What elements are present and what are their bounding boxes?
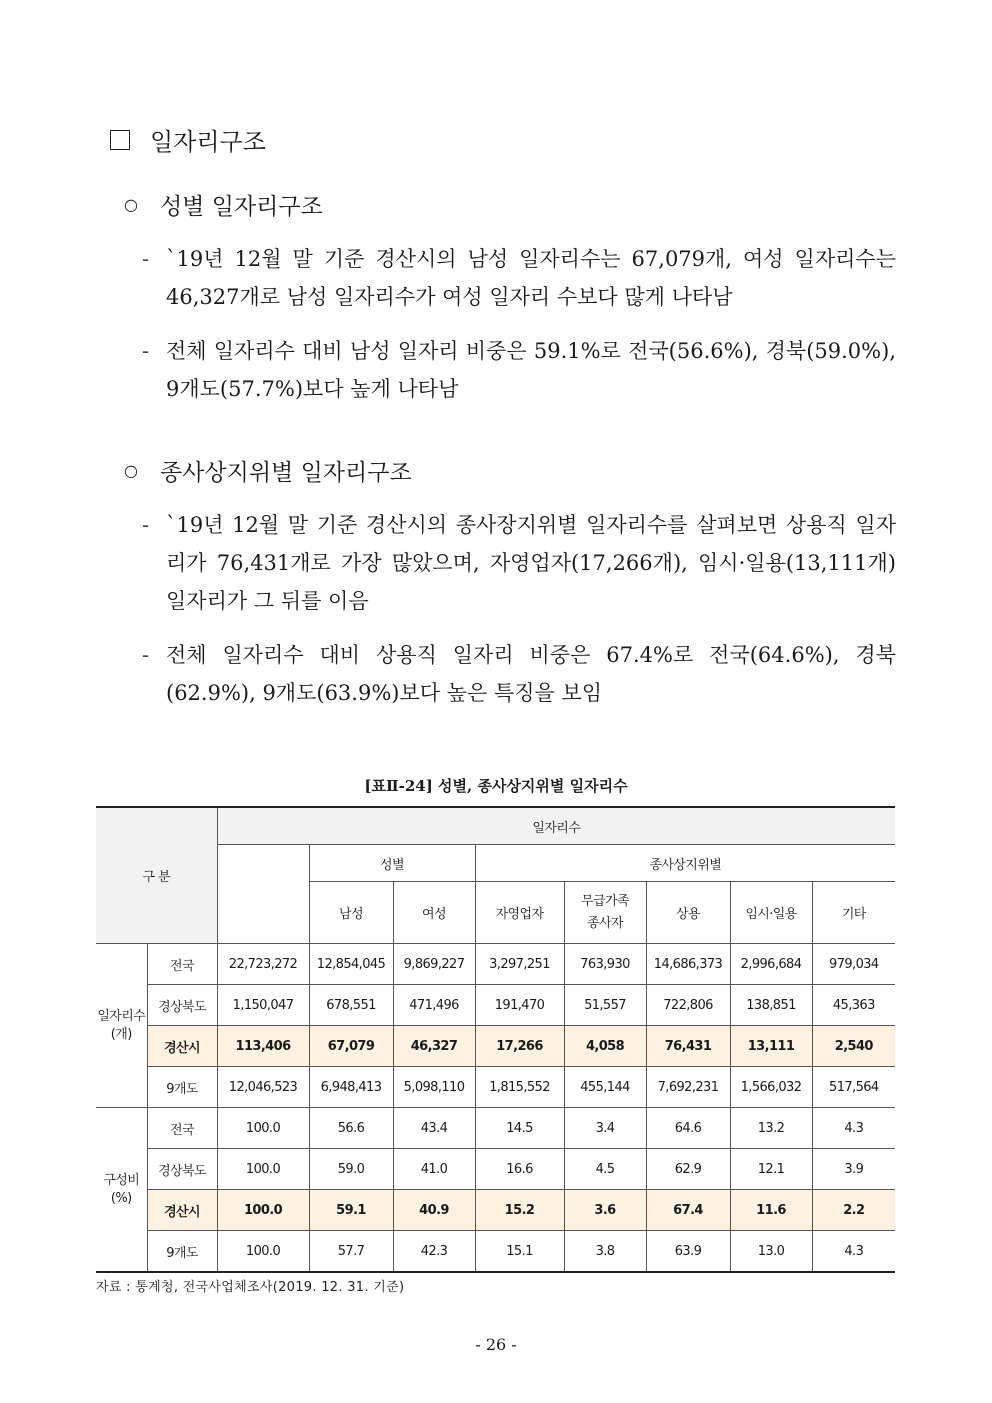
table-cell: 67,079 <box>309 1026 393 1067</box>
table-cell: 22,723,272 <box>217 944 309 985</box>
table-cell: 13.2 <box>730 1108 812 1149</box>
table-source: 자료 : 통계청, 전국사업체조사(2019. 12. 31. 기준) <box>96 1280 405 1295</box>
table-cell: 2.2 <box>812 1190 895 1231</box>
table-cell: 100.0 <box>217 1190 309 1231</box>
row-region: 전국 <box>147 944 217 985</box>
dash-bullet: - <box>142 339 150 363</box>
row-region: 경산시 <box>147 1026 217 1067</box>
table-cell: 3.8 <box>564 1231 646 1273</box>
table-row <box>96 944 895 985</box>
table-cell: 3,297,251 <box>475 944 564 985</box>
table-cell: 100.0 <box>217 1149 309 1190</box>
table-cell: 4.3 <box>812 1108 895 1149</box>
table-row <box>96 1231 895 1273</box>
table-cell: 678,551 <box>309 985 393 1026</box>
table-cell: 191,470 <box>475 985 564 1026</box>
table-cell: 13,111 <box>730 1026 812 1067</box>
table-cell: 13.0 <box>730 1231 812 1273</box>
bullet-text: 전체 일자리수 대비 남성 일자리 비중은 59.1%로 전국(56.6%), 경북(59.0%), 9개도(57.7%)보다 높게 나타남 <box>166 339 896 401</box>
table-cell: 113,406 <box>217 1026 309 1067</box>
table-cell: 16.6 <box>475 1149 564 1190</box>
table-cell: 6,948,413 <box>309 1067 393 1108</box>
row-region: 경상북도 <box>147 1149 217 1190</box>
table-row <box>96 1149 895 1190</box>
header-temp-daily: 임시·일용 <box>730 882 812 944</box>
subsection-heading <box>124 454 412 487</box>
table-cell: 7,692,231 <box>646 1067 730 1108</box>
header-other: 기타 <box>812 882 895 944</box>
header-status: 종사상지위별 <box>475 845 895 882</box>
table-cell: 67.4 <box>646 1190 730 1231</box>
table-cell: 471,496 <box>393 985 475 1026</box>
table-cell: 12,046,523 <box>217 1067 309 1108</box>
bullet-paragraph <box>142 332 896 412</box>
header-jobs: 일자리수 <box>217 807 895 845</box>
table-cell: 41.0 <box>393 1149 475 1190</box>
bullet-text: `19년 12월 말 기준 경산시의 종사장지위별 일자리수를 살펴보면 상용직 일자리가 76,431개로 가장 많았으며, 자영업자(17,266개), 임시·일용(13,111개) 일자리가 그 뒤를 이음 <box>166 513 896 613</box>
table-cell: 9,869,227 <box>393 944 475 985</box>
group-label: 일자리수 (개) <box>96 944 147 1108</box>
table-cell: 62.9 <box>646 1149 730 1190</box>
table-cell: 14.5 <box>475 1108 564 1149</box>
table-cell: 2,996,684 <box>730 944 812 985</box>
circle-bullet-icon: ○ <box>124 461 138 480</box>
table-cell: 100.0 <box>217 1108 309 1149</box>
table-cell: 15.2 <box>475 1190 564 1231</box>
table-cell: 64.6 <box>646 1108 730 1149</box>
row-region: 전국 <box>147 1108 217 1149</box>
table-cell: 42.3 <box>393 1231 475 1273</box>
table-cell: 40.9 <box>393 1190 475 1231</box>
table-cell: 12.1 <box>730 1149 812 1190</box>
row-region: 경상북도 <box>147 985 217 1026</box>
header-regular: 상용 <box>646 882 730 944</box>
header-gender: 성별 <box>309 845 475 882</box>
header-gubun: 구 분 <box>96 807 217 944</box>
table-cell: 1,815,552 <box>475 1067 564 1108</box>
table-cell: 4.5 <box>564 1149 646 1190</box>
table-cell: 12,854,045 <box>309 944 393 985</box>
bullet-text: 전체 일자리수 대비 상용직 일자리 비중은 67.4%로 전국(64.6%), 경북(62.9%), 9개도(63.9%)보다 높은 특징을 보임 <box>166 643 896 705</box>
dash-bullet: - <box>142 247 150 271</box>
table-cell: 11.6 <box>730 1190 812 1231</box>
table-cell: 57.7 <box>309 1231 393 1273</box>
table-cell: 59.1 <box>309 1190 393 1231</box>
table-row <box>96 1067 895 1108</box>
circle-bullet-icon: ○ <box>124 195 138 214</box>
section-heading <box>110 122 266 157</box>
table-cell: 59.0 <box>309 1149 393 1190</box>
table-cell: 14,686,373 <box>646 944 730 985</box>
row-region: 9개도 <box>147 1067 217 1108</box>
table-cell: 763,930 <box>564 944 646 985</box>
table-cell: 722,806 <box>646 985 730 1026</box>
table-cell: 4.3 <box>812 1231 895 1273</box>
table-caption: [표Ⅱ-24] 성별, 종사상지위별 일자리수 <box>364 777 628 795</box>
table-row <box>96 1108 895 1149</box>
table-cell: 455,144 <box>564 1067 646 1108</box>
table-cell: 46,327 <box>393 1026 475 1067</box>
header-self-employed: 자영업자 <box>475 882 564 944</box>
section-title: 일자리구조 <box>150 128 266 156</box>
table-cell: 43.4 <box>393 1108 475 1149</box>
table-cell: 517,564 <box>812 1067 895 1108</box>
row-region: 9개도 <box>147 1231 217 1273</box>
table-cell: 17,266 <box>475 1026 564 1067</box>
bullet-text: `19년 12월 말 기준 경산시의 남성 일자리수는 67,079개, 여성 일자리수는 46,327개로 남성 일자리수가 여성 일자리 수보다 많게 나타남 <box>166 247 896 309</box>
table-cell: 63.9 <box>646 1231 730 1273</box>
bullet-paragraph <box>142 636 896 716</box>
table-row <box>96 1026 895 1067</box>
table-cell: 51,557 <box>564 985 646 1026</box>
table-cell: 138,851 <box>730 985 812 1026</box>
table-cell: 3.9 <box>812 1149 895 1190</box>
table-cell: 100.0 <box>217 1231 309 1273</box>
subsection-title: 종사상지위별 일자리구조 <box>159 460 412 486</box>
bullet-paragraph <box>142 506 896 624</box>
table-cell: 76,431 <box>646 1026 730 1067</box>
row-region: 경산시 <box>147 1190 217 1231</box>
dash-bullet: - <box>142 643 150 667</box>
table-cell: 15.1 <box>475 1231 564 1273</box>
table-cell: 3.4 <box>564 1108 646 1149</box>
table-cell: 2,540 <box>812 1026 895 1067</box>
jobs-table <box>96 806 895 1273</box>
bullet-paragraph <box>142 240 896 320</box>
group-label: 구성비 (%) <box>96 1108 147 1273</box>
table-cell: 56.6 <box>309 1108 393 1149</box>
table-cell: 979,034 <box>812 944 895 985</box>
dash-bullet: - <box>142 513 150 537</box>
table-cell: 45,363 <box>812 985 895 1026</box>
table-row <box>96 985 895 1026</box>
table-cell: 1,566,032 <box>730 1067 812 1108</box>
subsection-title: 성별 일자리구조 <box>159 194 323 220</box>
table-cell: 3.6 <box>564 1190 646 1231</box>
header-total-blank <box>217 845 309 944</box>
table-cell: 5,098,110 <box>393 1067 475 1108</box>
header-female: 여성 <box>393 882 475 944</box>
square-bullet-icon <box>110 130 130 150</box>
page-number: - 26 - <box>475 1335 517 1354</box>
table-cell: 4,058 <box>564 1026 646 1067</box>
table-row <box>96 1190 895 1231</box>
header-male: 남성 <box>309 882 393 944</box>
table-cell: 1,150,047 <box>217 985 309 1026</box>
header-unpaid-family: 무급가족 종사자 <box>564 882 646 944</box>
subsection-heading <box>124 188 323 221</box>
